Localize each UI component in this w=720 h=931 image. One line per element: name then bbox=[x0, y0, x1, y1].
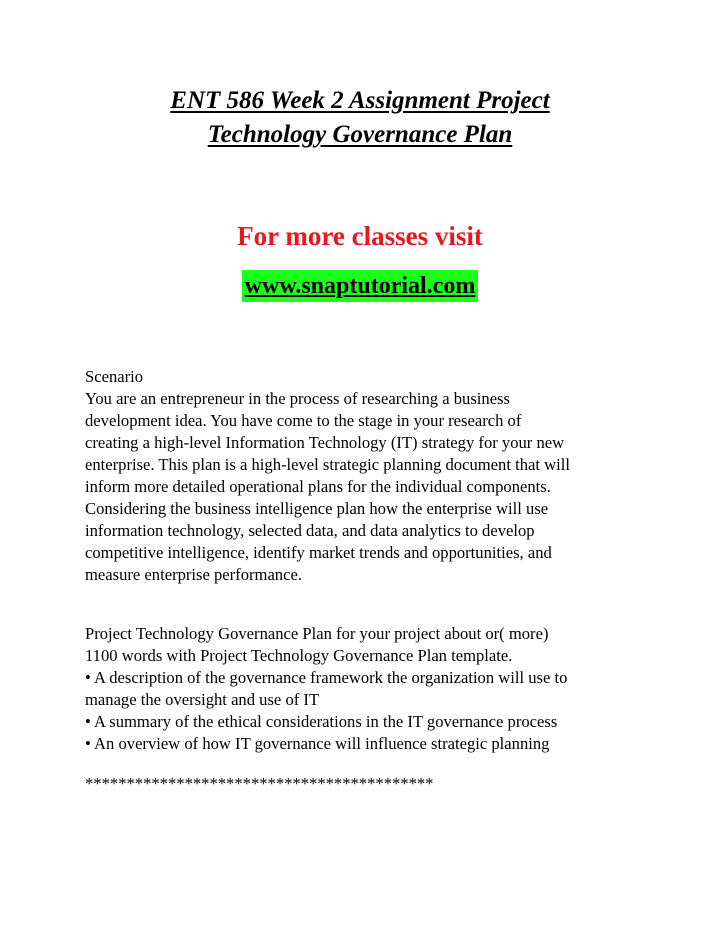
promo-url-link[interactable]: www.snaptutorial.com bbox=[242, 270, 479, 302]
promo-url-container bbox=[0, 270, 720, 302]
separator-stars: ****************************************** bbox=[85, 774, 434, 793]
promo-text: For more classes visit bbox=[237, 221, 483, 251]
title-line-2: Technology Governance Plan bbox=[207, 121, 513, 148]
document-title bbox=[0, 84, 720, 152]
requirements-line: manage the oversight and use of IT bbox=[85, 690, 320, 709]
scenario-line: enterprise. This plan is a high-level strategic planning document that will bbox=[85, 455, 570, 474]
scenario-line: You are an entrepreneur in the process of researching a business bbox=[85, 389, 510, 408]
requirements-line: Project Technology Governance Plan for your project about or( more) bbox=[85, 624, 549, 643]
requirements-line: 1100 words with Project Technology Governance Plan template. bbox=[85, 646, 513, 665]
requirements-paragraph bbox=[85, 623, 665, 755]
scenario-line: information technology, selected data, and data analytics to develop bbox=[85, 521, 535, 540]
scenario-line: measure enterprise performance. bbox=[85, 565, 302, 584]
title-line-1: ENT 586 Week 2 Assignment Project bbox=[170, 87, 550, 114]
requirements-line: • An overview of how IT governance will influence strategic planning bbox=[85, 734, 550, 753]
requirements-line: • A description of the governance framework the organization will use to bbox=[85, 668, 568, 687]
scenario-line: Considering the business intelligence plan how the enterprise will use bbox=[85, 499, 549, 518]
scenario-line: inform more detailed operational plans for the individual components. bbox=[85, 477, 551, 496]
scenario-line: development idea. You have come to the stage in your research of bbox=[85, 411, 522, 430]
scenario-line: Scenario bbox=[85, 367, 144, 386]
scenario-paragraph bbox=[85, 366, 665, 586]
requirements-line: • A summary of the ethical considerations in the IT governance process bbox=[85, 712, 558, 731]
scenario-line: competitive intelligence, identify market trends and opportunities, and bbox=[85, 543, 552, 562]
scenario-line: creating a high-level Information Technology (IT) strategy for your new bbox=[85, 433, 565, 452]
